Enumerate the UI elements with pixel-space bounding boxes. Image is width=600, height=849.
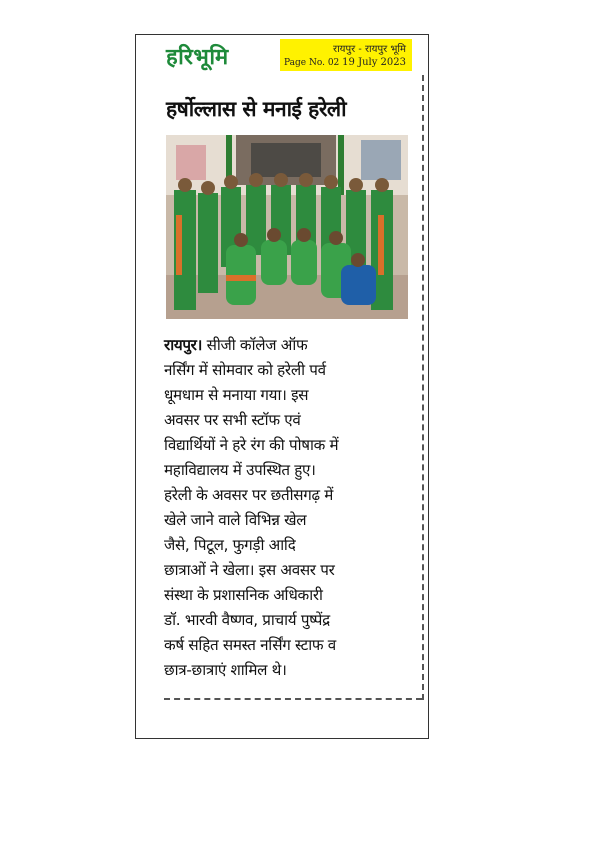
column-divider-horizontal: [164, 698, 422, 700]
newspaper-logo: हरिभूमि: [166, 45, 229, 70]
group-photo-image: [166, 135, 408, 319]
page-number: Page No. 02: [284, 58, 340, 68]
article-dateline: रायपुर।: [164, 336, 203, 354]
group-photo-illustration: [166, 135, 408, 319]
article-body: [164, 333, 416, 683]
column-divider-vertical: [422, 75, 424, 700]
edition-info-box: [280, 39, 412, 71]
publication-date: 19 July 2023: [342, 57, 406, 68]
article-text: सीजी कॉलेज ऑफ नर्सिंग में सोमवार को हरेली पर्व धूमधाम से मनाया गया। इस अवसर पर सभी स्टॉफ एवं विद्यार्थियों ने हरे रंग की पोषाक में महाविद्यालय में उपस्थित हुए। हरेली के अवसर पर छतीसगढ़ में खेले जाने वाले विभिन्न खेल जैसे, पिटूल, फुगड़ी आदि छात्राओं ने खेला। इस अवसर पर संस्था के प्रशासनिक अधिकारी डॉ. भारवी वैष्णव, प्राचार्य पुष्पेंद्र कर्ष सहित समस्त नर्सिंग स्टाफ व छात्र-छात्राएं शामिल थे।: [164, 336, 339, 679]
edition-source: रायपुर - रायपुर भूमि: [332, 44, 406, 55]
newspaper-clipping: [135, 34, 429, 739]
article-headline: हर्षोल्लास से मनाई हरेली: [166, 97, 347, 121]
